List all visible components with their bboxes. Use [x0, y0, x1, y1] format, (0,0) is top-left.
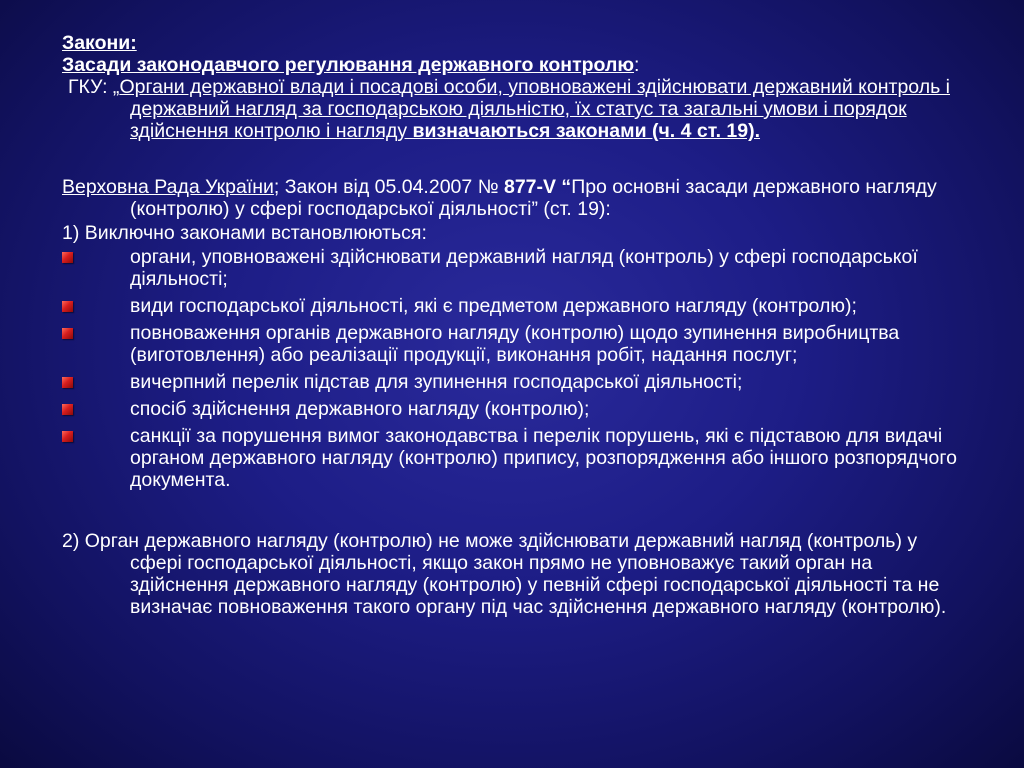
gku-bold: визначаються законами (ч. 4 ст. 19).: [412, 120, 761, 142]
regulation-subheading: Засади законодавчого регулювання державного контролю:: [62, 54, 640, 76]
slide-content: [62, 32, 972, 618]
gku-paragraph: [62, 76, 972, 142]
bullet-list: [62, 246, 972, 491]
square-bullet-icon: [62, 252, 73, 263]
point-1: 1) Виключно законами встановлюються:: [62, 222, 427, 244]
law-org: Верховна Рада України: [62, 176, 274, 198]
square-bullet-icon: [62, 328, 73, 339]
list-item: види господарської діяльності, які є предметом державного нагляду (контролю);: [62, 295, 972, 317]
gku-text: Органи державної влади і посадові особи, уповноважені здійснювати державний контроль і державний нагляд за господарською діяльністю, їх статус та загальні умови і порядок здійснення контролю і нагляду: [119, 76, 950, 142]
spacer: [62, 142, 972, 176]
spacer: [62, 496, 972, 530]
point-2: 2) Орган державного нагляду (контролю) не може здійснювати державний нагляд (контроль) у сфері господарської діяльності, якщо закон прямо не уповноважує такий орган на здійснення державного нагляду (контролю) у певній сфері господарської діяльності та не визначає повноваження такого органу під час здійснення державного нагляду (контролю).: [62, 530, 947, 618]
list-item: вичерпний перелік підстав для зупинення господарської діяльності;: [62, 371, 972, 393]
law-reference: Верховна Рада України; Закон від 05.04.2007 № 877-V “Про основні засади державного нагляду (контролю) у сфері господарської діяльності” (ст. 19):: [62, 176, 937, 220]
gku-prefix: ГКУ: „: [68, 76, 120, 98]
list-item: спосіб здійснення державного нагляду (контролю);: [62, 398, 972, 420]
square-bullet-icon: [62, 404, 73, 415]
laws-heading: Закони:: [62, 32, 137, 54]
list-item: повноваження органів державного нагляду (контролю) щодо зупинення виробництва (виготовлення) або реалізації продукції, виконання робіт, надання послуг;: [62, 322, 972, 366]
square-bullet-icon: [62, 431, 73, 442]
law-number: 877-V “: [503, 176, 572, 198]
list-item: органи, уповноважені здійснювати державний нагляд (контроль) у сфері господарської діяльності;: [62, 246, 972, 290]
list-item: санкції за порушення вимог законодавства і перелік порушень, які є підставою для видачі органом державного нагляду (контролю) припису, розпорядження або іншого розпорядчого документа.: [62, 425, 972, 491]
square-bullet-icon: [62, 301, 73, 312]
square-bullet-icon: [62, 377, 73, 388]
